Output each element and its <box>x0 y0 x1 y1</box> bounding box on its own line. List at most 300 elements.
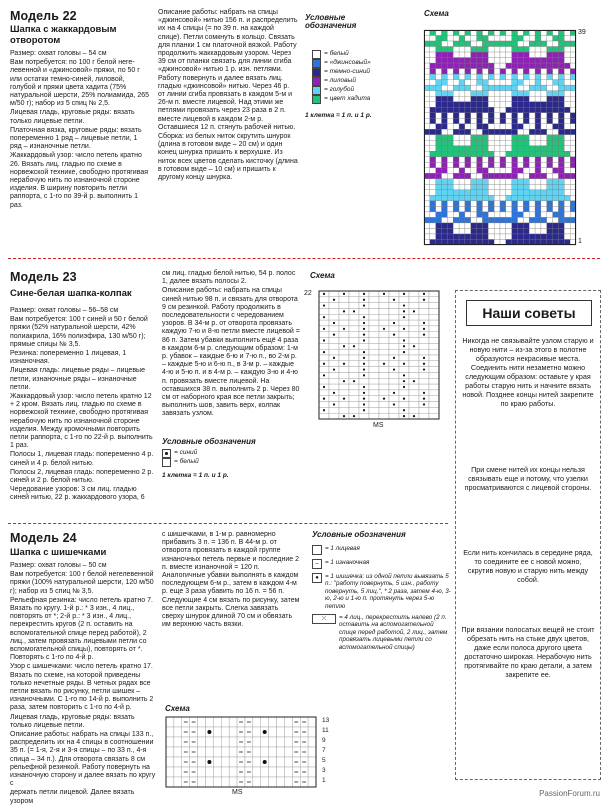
chart-cell <box>442 96 448 102</box>
chart-cell <box>430 102 436 108</box>
chart-cell <box>465 212 471 218</box>
chart-cell <box>477 157 483 163</box>
chart-cell <box>547 58 553 64</box>
chart-cell <box>529 228 535 234</box>
chart-dot <box>403 351 405 353</box>
chart-cell <box>447 74 453 80</box>
chart-cell <box>429 308 439 314</box>
chart-cell <box>442 74 448 80</box>
chart-cell <box>471 162 477 168</box>
chart-cell <box>535 36 541 42</box>
chart-cell <box>379 349 389 355</box>
chart-cell <box>547 228 553 234</box>
chart-cell <box>518 124 524 130</box>
chart-cell <box>564 151 570 157</box>
chart-cell <box>558 217 564 223</box>
chart-cell <box>518 113 524 119</box>
chart-cell <box>541 206 547 212</box>
chart-cell <box>221 757 229 767</box>
chart-cell <box>436 129 442 135</box>
chart-cell <box>558 168 564 174</box>
chart-cell <box>553 47 559 53</box>
chart-cell <box>523 157 529 163</box>
chart-cell <box>453 52 459 58</box>
chart-cell <box>379 314 389 320</box>
chart-cell <box>436 91 442 97</box>
chart-cell <box>453 47 459 53</box>
chart-cell <box>430 195 436 201</box>
chart-cell <box>518 102 524 108</box>
chart-cell <box>229 767 237 777</box>
chart-cell <box>471 223 477 229</box>
chart-cell <box>512 58 518 64</box>
chart-cell <box>558 91 564 97</box>
chart-cell <box>477 184 483 190</box>
chart-cell <box>419 314 429 320</box>
model-23-ms-label: MS <box>373 422 384 429</box>
chart-cell <box>535 212 541 218</box>
chart-cell <box>174 777 182 787</box>
chart-cell <box>535 146 541 152</box>
chart-cell <box>339 367 349 373</box>
chart-cell <box>558 190 564 196</box>
chart-cell <box>482 217 488 223</box>
chart-cell <box>500 113 506 119</box>
chart-cell <box>198 727 206 737</box>
chart-cell <box>494 91 500 97</box>
chart-cell <box>541 228 547 234</box>
chart-cell <box>482 173 488 179</box>
chart-cell <box>329 326 339 332</box>
chart-cell <box>558 151 564 157</box>
chart-cell <box>436 179 442 185</box>
chart-cell <box>442 162 448 168</box>
chart-cell <box>221 737 229 747</box>
chart-cell <box>359 378 369 384</box>
chart-dot <box>323 363 325 365</box>
chart-cell <box>471 58 477 64</box>
chart-cell <box>465 124 471 130</box>
chart-cell <box>409 384 419 390</box>
chart-cell <box>523 217 529 223</box>
chart-cell <box>535 52 541 58</box>
chart-dot <box>423 357 425 359</box>
chart-cell <box>535 107 541 113</box>
chart-cell <box>558 113 564 119</box>
chart-cell <box>529 184 535 190</box>
chart-cell <box>436 206 442 212</box>
chart-cell <box>447 124 453 130</box>
chart-cell <box>494 41 500 47</box>
chart-cell <box>506 190 512 196</box>
chart-cell <box>535 217 541 223</box>
chart-cell <box>442 69 448 75</box>
chart-cell <box>429 349 439 355</box>
chart-cell <box>558 228 564 234</box>
chart-cell <box>535 58 541 64</box>
chart-dot <box>403 345 405 347</box>
chart-cell <box>547 52 553 58</box>
chart-cell <box>564 47 570 53</box>
chart-cell <box>339 349 349 355</box>
chart-cell <box>529 107 535 113</box>
chart-cell <box>389 372 399 378</box>
chart-cell <box>447 140 453 146</box>
chart-cell <box>329 361 339 367</box>
chart-cell <box>506 36 512 42</box>
chart-cell <box>409 314 419 320</box>
chart-cell <box>442 190 448 196</box>
chart-cell <box>494 223 500 229</box>
chart-cell <box>477 69 483 75</box>
model-22-text-col1 <box>10 50 150 255</box>
chart-cell <box>442 184 448 190</box>
chart-cell <box>329 372 339 378</box>
chart-cell <box>253 727 261 737</box>
chart-cell <box>535 234 541 240</box>
chart-dot <box>323 398 325 400</box>
chart-cell <box>482 47 488 53</box>
chart-cell <box>523 234 529 240</box>
chart-cell <box>518 58 524 64</box>
chart-cell <box>471 140 477 146</box>
chart-cell <box>379 343 389 349</box>
chart-cell <box>284 727 292 737</box>
chart-cell <box>399 390 409 396</box>
chart-cell <box>447 129 453 135</box>
chart-cell <box>564 173 570 179</box>
chart-cell <box>564 58 570 64</box>
model-24-text-col2 <box>162 531 300 701</box>
chart-cell <box>436 80 442 86</box>
chart-cell <box>453 190 459 196</box>
chart-cell <box>409 332 419 338</box>
chart-cell <box>488 201 494 207</box>
chart-cell <box>518 234 524 240</box>
chart-cell <box>166 767 174 777</box>
chart-cell <box>471 228 477 234</box>
chart-cell <box>429 367 439 373</box>
chart-cell <box>500 47 506 53</box>
paragraph: Полосы 1, лицевая гладь: попеременно 4 р. синей и 4 р. белой нитью. <box>10 451 154 467</box>
chart-cell <box>477 206 483 212</box>
chart-cell <box>518 107 524 113</box>
chart-cell <box>506 184 512 190</box>
chart-cell <box>442 41 448 47</box>
chart-cell <box>447 113 453 119</box>
chart-cell <box>221 747 229 757</box>
chart-cell <box>453 206 459 212</box>
chart-cell <box>459 223 465 229</box>
chart-cell <box>369 314 379 320</box>
chart-cell <box>409 326 419 332</box>
chart-cell <box>471 63 477 69</box>
chart-cell <box>471 173 477 179</box>
chart-cell <box>442 58 448 64</box>
chart-cell <box>329 303 339 309</box>
chart-cell <box>547 113 553 119</box>
chart-cell <box>459 91 465 97</box>
chart-cell <box>494 184 500 190</box>
row-number: 9 <box>322 737 326 744</box>
chart-dot <box>403 380 405 382</box>
chart-cell <box>558 146 564 152</box>
chart-cell <box>500 91 506 97</box>
chart-cell <box>488 113 494 119</box>
chart-cell <box>535 157 541 163</box>
chart-cell <box>506 47 512 53</box>
model-24-legend-title: Условные обозначения <box>312 530 406 539</box>
chart-dot <box>393 403 395 405</box>
chart-cell <box>500 190 506 196</box>
chart-cell <box>558 69 564 75</box>
chart-cell <box>564 195 570 201</box>
chart-cell <box>529 113 535 119</box>
chart-cell <box>166 747 174 757</box>
chart-cell <box>459 162 465 168</box>
chart-cell <box>442 217 448 223</box>
chart-cell <box>453 234 459 240</box>
chart-cell <box>500 80 506 86</box>
chart-cell <box>477 179 483 185</box>
chart-cell <box>261 737 269 747</box>
chart-cell <box>488 85 494 91</box>
chart-cell <box>529 140 535 146</box>
chart-cell <box>541 168 547 174</box>
chart-cell <box>349 361 359 367</box>
paragraph: Вам потребуется: 100 г синей и 50 г белой пряжи (52% натуральной шерсти, 42% полиакрила, 16% полиэфира, 130 м/50 г); прямые спицы № 3,5. <box>10 316 148 348</box>
chart-cell <box>436 41 442 47</box>
legend-item <box>312 559 452 569</box>
chart-cell <box>229 727 237 737</box>
chart-cell <box>453 96 459 102</box>
chart-cell <box>409 372 419 378</box>
chart-cell <box>253 777 261 787</box>
chart-cell <box>523 151 529 157</box>
chart-cell <box>339 314 349 320</box>
chart-cell <box>459 124 465 130</box>
chart-cell <box>541 173 547 179</box>
chart-cell <box>369 372 379 378</box>
chart-cell <box>523 173 529 179</box>
chart-cell <box>436 146 442 152</box>
chart-cell <box>500 179 506 185</box>
chart-cell <box>523 113 529 119</box>
chart-cell <box>430 234 436 240</box>
chart-cell <box>547 190 553 196</box>
bobble-mark <box>207 760 211 764</box>
chart-cell <box>436 184 442 190</box>
chart-cell <box>535 140 541 146</box>
chart-cell <box>512 168 518 174</box>
chart-cell <box>529 58 535 64</box>
chart-cell <box>471 124 477 130</box>
legend-item <box>312 77 422 86</box>
chart-cell <box>547 85 553 91</box>
chart-cell <box>349 407 359 413</box>
chart-cell <box>205 767 213 777</box>
chart-cell <box>482 168 488 174</box>
chart-cell <box>477 124 483 130</box>
chart-cell <box>512 63 518 69</box>
chart-cell <box>442 107 448 113</box>
chart-cell <box>447 179 453 185</box>
chart-cell <box>535 206 541 212</box>
chart-cell <box>430 36 436 42</box>
chart-cell <box>459 206 465 212</box>
chart-cell <box>547 102 553 108</box>
chart-cell <box>389 396 399 402</box>
chart-cell <box>488 140 494 146</box>
chart-dot <box>363 334 365 336</box>
chart-cell <box>174 737 182 747</box>
chart-cell <box>430 113 436 119</box>
chart-cell <box>166 777 174 787</box>
chart-cell <box>329 349 339 355</box>
chart-cell <box>541 190 547 196</box>
chart-cell <box>379 384 389 390</box>
chart-cell <box>329 314 339 320</box>
chart-cell <box>494 157 500 163</box>
chart-cell <box>512 217 518 223</box>
chart-cell <box>564 107 570 113</box>
chart-dot <box>343 293 345 295</box>
chart-cell <box>329 338 339 344</box>
chart-cell <box>523 146 529 152</box>
chart-cell <box>512 80 518 86</box>
chart-cell <box>459 217 465 223</box>
chart-cell <box>477 63 483 69</box>
chart-cell <box>442 206 448 212</box>
chart-cell <box>429 413 439 419</box>
chart-cell <box>512 223 518 229</box>
chart-cell <box>564 223 570 229</box>
chart-cell <box>500 228 506 234</box>
chart-cell <box>553 201 559 207</box>
model-22-subtitle: Шапка с жаккардовым отворотом <box>10 24 117 46</box>
chart-cell <box>535 228 541 234</box>
chart-cell <box>319 308 329 314</box>
chart-cell <box>535 179 541 185</box>
chart-cell <box>518 52 524 58</box>
chart-cell <box>506 179 512 185</box>
advice-paragraph: Если нить кончилась в середине ряда, то соедините ее с новой можно, скрутив новую и старую нить между собой. <box>463 548 593 584</box>
chart-cell <box>512 74 518 80</box>
chart-cell <box>465 129 471 135</box>
chart-cell <box>436 69 442 75</box>
chart-cell <box>284 757 292 767</box>
chart-cell <box>319 332 329 338</box>
chart-cell <box>506 173 512 179</box>
chart-cell <box>442 52 448 58</box>
chart-cell <box>523 195 529 201</box>
chart-cell <box>369 297 379 303</box>
model-23-legend <box>162 449 272 467</box>
chart-cell <box>482 58 488 64</box>
chart-cell <box>477 228 483 234</box>
chart-cell <box>506 151 512 157</box>
chart-cell <box>535 118 541 124</box>
chart-dot <box>343 415 345 417</box>
chart-cell <box>564 146 570 152</box>
chart-cell <box>564 179 570 185</box>
chart-cell <box>442 146 448 152</box>
legend-item <box>312 95 422 104</box>
chart-cell <box>339 297 349 303</box>
chart-cell <box>308 727 316 737</box>
paragraph: Описание работы: набрать на спицы синей нитью 98 п. и связать для отворота 9 см резинкой. Работу продолжить в последовательности с чередованием узоров. В 34-м р. от отворота провязать каждую 7-ю и 8-ю петли вместе лицевой = 86 п. Затем убавки выполнить ещё 4 раза в каждом 6-м р. следующим образом: 1-м р. убавок – каждые 6-ю и 7-ю п., во 2-м р. – каждые 5-ю и 6-ю п., в 3-м р. – каждые 4-ю и 5-ю п. и в 4-м р. – каждую 3-ю и 4-ю п. провязать вместе лицевой. На оставшихся 38 п. выполнить 2 р. Через 80 см от наборного края все петли закрыть; выполнить шов, завить верх, колпак завязать узлом. <box>162 287 300 418</box>
chart-cell <box>529 118 535 124</box>
chart-cell <box>329 378 339 384</box>
chart-cell <box>506 80 512 86</box>
paragraph: Рельефная резинка: число петель кратно 7. Вязать по кругу. 1-й р.: * 3 изн., 4 лиц., повторять от *; 2-й р.: * 3 изн., 4 лиц., перекрестить кругов (2 п. оставить на вспомогательной спице перед работой), 2 лиц., затем провязать лицевыми петли со вспомогательной спицы), повторять от *. Повторять с 1-го по 4-й р. <box>10 596 153 662</box>
chart-cell <box>465 201 471 207</box>
chart-cell <box>553 36 559 42</box>
chart-cell <box>453 157 459 163</box>
chart-cell <box>429 372 439 378</box>
chart-cell <box>482 195 488 201</box>
chart-cell <box>553 124 559 130</box>
chart-cell <box>488 184 494 190</box>
legend-symbol: ● <box>312 573 322 583</box>
chart-cell <box>506 63 512 69</box>
chart-cell <box>564 118 570 124</box>
chart-cell <box>447 173 453 179</box>
chart-cell <box>518 190 524 196</box>
chart-cell <box>349 320 359 326</box>
chart-cell <box>506 113 512 119</box>
chart-cell <box>369 361 379 367</box>
chart-cell <box>494 47 500 53</box>
chart-cell <box>349 338 359 344</box>
chart-cell <box>529 195 535 201</box>
chart-cell <box>453 113 459 119</box>
chart-dot <box>403 293 405 295</box>
chart-cell <box>447 102 453 108</box>
chart-cell <box>482 96 488 102</box>
chart-cell <box>442 168 448 174</box>
chart-cell <box>547 157 553 163</box>
chart-cell <box>389 314 399 320</box>
chart-cell <box>558 41 564 47</box>
chart-cell <box>506 228 512 234</box>
chart-cell <box>436 212 442 218</box>
chart-cell <box>369 332 379 338</box>
chart-cell <box>447 58 453 64</box>
chart-cell <box>399 332 409 338</box>
chart-cell <box>529 52 535 58</box>
chart-cell <box>465 157 471 163</box>
chart-cell <box>174 767 182 777</box>
chart-dot <box>403 316 405 318</box>
chart-cell <box>512 234 518 240</box>
chart-cell <box>541 41 547 47</box>
chart-dot <box>323 386 325 388</box>
chart-cell <box>482 157 488 163</box>
chart-cell <box>564 52 570 58</box>
chart-cell <box>553 118 559 124</box>
chart-dot <box>393 334 395 336</box>
chart-cell <box>547 129 553 135</box>
chart-cell <box>429 402 439 408</box>
chart-cell <box>329 396 339 402</box>
chart-dot <box>363 392 365 394</box>
chart-cell <box>205 747 213 757</box>
chart-cell <box>308 737 316 747</box>
chart-cell <box>477 140 483 146</box>
chart-cell <box>500 129 506 135</box>
chart-dot <box>403 310 405 312</box>
